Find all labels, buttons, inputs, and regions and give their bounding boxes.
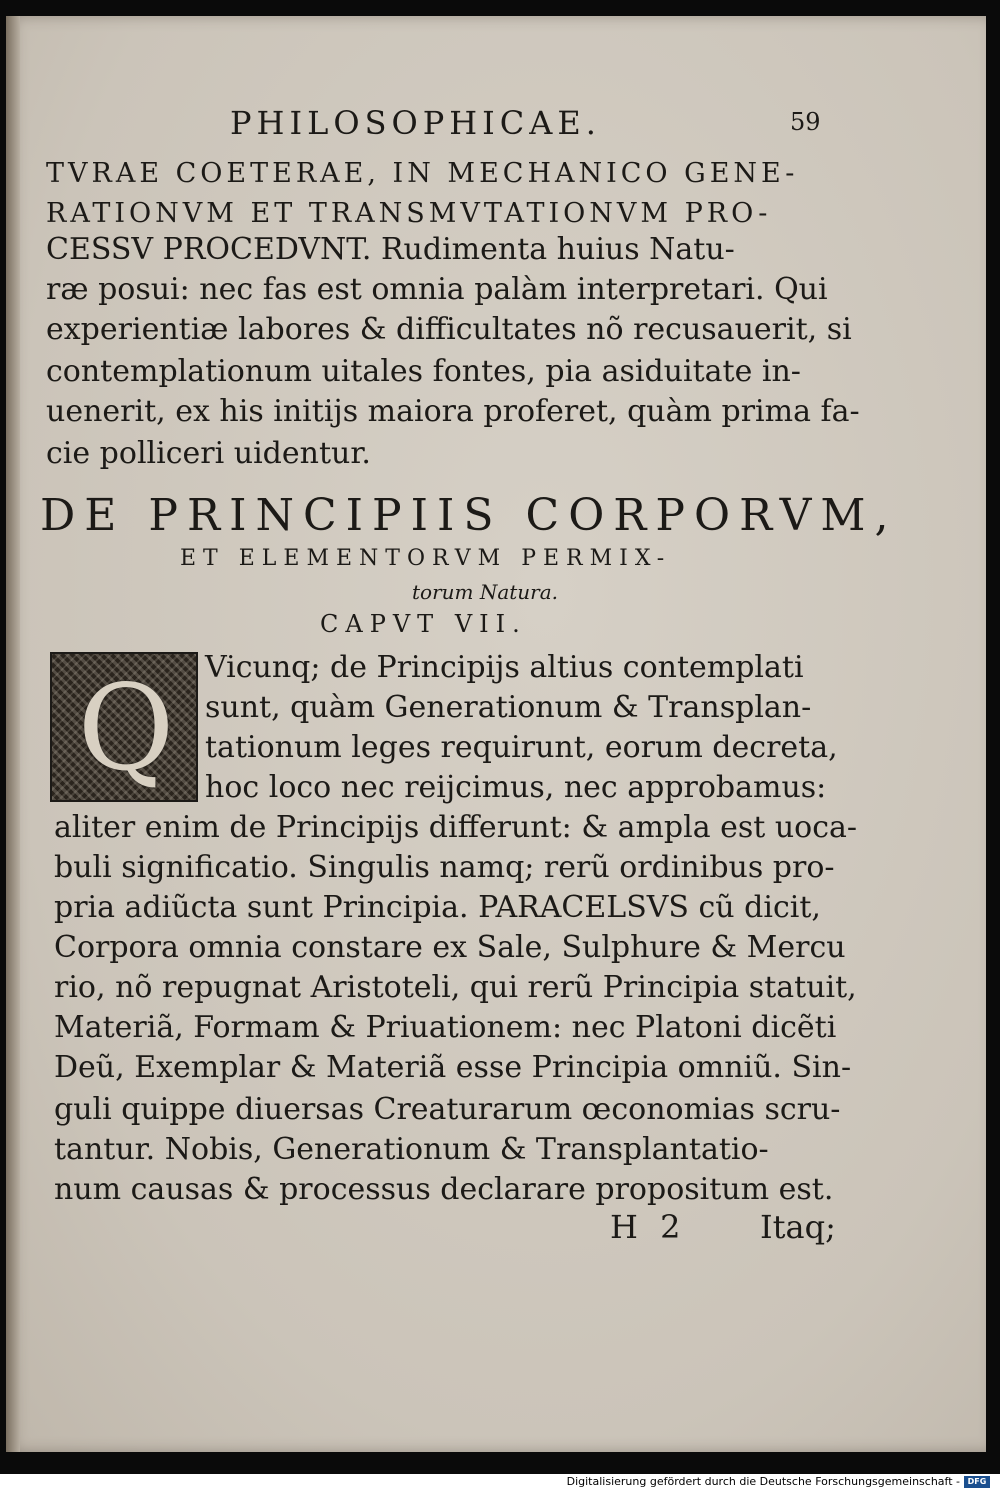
text-line: Materiã, Formam & Priuationem: nec Platoni dicẽti	[54, 1010, 837, 1045]
chapter-heading: DE PRINCIPIIS CORPORVM,	[40, 490, 898, 541]
text-line: buli significatio. Singulis namq; rerũ ordinibus pro-	[54, 850, 835, 885]
text-line: Corpora omnia constare ex Sale, Sulphure & Mercu	[54, 930, 846, 965]
text-line: aliter enim de Principijs differunt: & ampla est uoca-	[54, 810, 858, 845]
signature-mark: H 2	[610, 1208, 687, 1246]
decorated-initial	[50, 652, 198, 802]
page-gutter	[6, 16, 20, 1452]
text-line: contemplationum uitales fontes, pia asiduitate in-	[46, 354, 801, 389]
initial-letter: Q	[77, 659, 175, 797]
text-line: guli quippe diuersas Creaturarum œconomias scru-	[54, 1092, 841, 1127]
text-line: Vicunq; de Principijs altius contemplati	[205, 650, 804, 685]
text-line: uenerit, ex his initijs maiora proferet, quàm prima fa-	[46, 394, 860, 429]
text-line: hoc loco nec reijcimus, nec approbamus:	[205, 770, 827, 805]
chapter-subheading: ET ELEMENTORVM PERMIX-	[180, 546, 672, 571]
text-line: cie polliceri uidentur.	[46, 436, 371, 471]
footer-bar	[0, 1474, 1000, 1490]
text-line: ræ posui: nec fas est omnia palàm interpretari. Qui	[46, 272, 828, 307]
text-line: pria adiũcta sunt Principia. PARACELSVS cũ dicit,	[54, 890, 821, 925]
text-line: tationum leges requirunt, eorum decreta,	[205, 730, 838, 765]
chapter-subheading-italic: torum Natura.	[412, 580, 559, 604]
chapter-number: CAPVT VII.	[320, 610, 527, 638]
running-head: PHILOSOPHICAE.	[230, 104, 601, 142]
text-line: CESSV PROCEDVNT. Rudimenta huius Natu-	[46, 232, 735, 267]
footer-credit: Digitalisierung gefördert durch die Deutsche Forschungsgemeinschaft -	[566, 1475, 960, 1488]
dfg-logo: DFG	[964, 1476, 990, 1488]
text-line: Deũ, Exemplar & Materiã esse Principia omniũ. Sin-	[54, 1050, 852, 1085]
catchword: Itaq;	[760, 1208, 836, 1246]
text-line: TVRAE COETERAE, IN MECHANICO GENE-	[46, 158, 799, 189]
text-line: RATIONVM ET TRANSMVTATIONVM PRO-	[46, 198, 772, 229]
text-line: experientiæ labores & difficultates nõ recusauerit, si	[46, 312, 852, 347]
text-line: rio, nõ repugnat Aristoteli, qui rerũ Principia statuit,	[54, 970, 857, 1005]
folio-number: 59	[790, 108, 821, 136]
text-line: num causas & processus declarare propositum est.	[54, 1172, 834, 1207]
text-line: tantur. Nobis, Generationum & Transplantatio-	[54, 1132, 769, 1167]
text-line: sunt, quàm Generationum & Transplan-	[205, 690, 812, 725]
